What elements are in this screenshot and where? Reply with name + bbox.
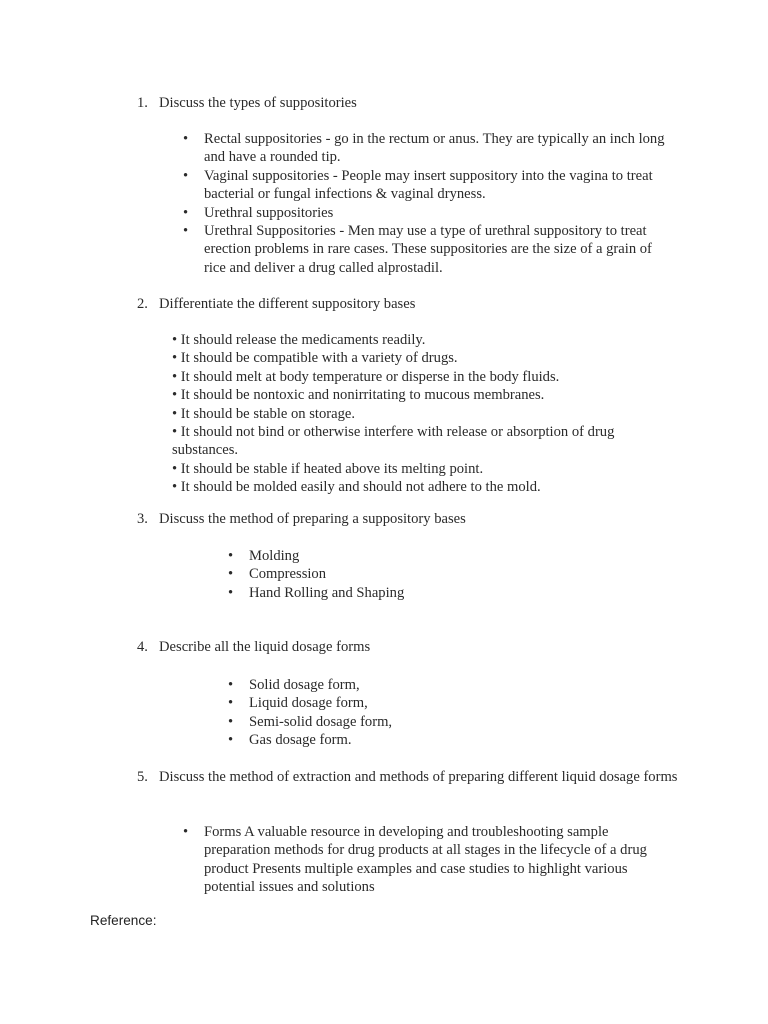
list-item: • Gas dosage form. [228, 732, 352, 749]
list-item: • It should release the medicaments readily. [172, 332, 426, 348]
question-text: Describe all the liquid dosage forms [159, 639, 371, 655]
list-item: • It should not bind or otherwise interfere with release or absorption of drug substances. [172, 424, 615, 459]
bullet-icon: • [228, 695, 234, 712]
list-item: • Solid dosage form, [228, 677, 360, 693]
question-2-list [172, 331, 652, 497]
question-text: Discuss the method of preparing a suppository bases [159, 511, 466, 527]
question-number: 2. [137, 296, 148, 312]
bullet-icon: • [228, 677, 234, 693]
question-1-list [183, 130, 674, 277]
bullet-icon: • [183, 824, 189, 840]
list-item: • Semi-solid dosage form, [228, 713, 393, 730]
list-item: • Hand Rolling and Shaping [228, 584, 405, 601]
reference-label: Reference: [90, 913, 157, 928]
question-text: Discuss the types of suppositories [159, 95, 357, 111]
list-item: • Liquid dosage form, [228, 695, 368, 712]
bullet-icon: • [228, 548, 234, 564]
bullet-icon: • [183, 223, 189, 240]
question-number: 4. [137, 639, 148, 655]
list-item: • It should melt at body temperature or disperse in the body fluids. [172, 368, 560, 385]
question-5-list [183, 823, 674, 897]
list-item: • It should be stable on storage. [172, 405, 356, 422]
list-item: • Rectal suppositories - go in the rectum or anus. They are typically an inch long and have a rounded tip. [183, 131, 665, 166]
list-item: • Vaginal suppositories - People may insert suppository into the vagina to treat bacterial or fungal infections & vaginal dryness. [183, 167, 653, 203]
question-number: 1. [137, 95, 148, 111]
list-item: • It should be molded easily and should not adhere to the mold. [172, 479, 541, 496]
bullet-icon: • [228, 713, 234, 730]
bullet-icon: • [183, 204, 189, 221]
question-3-list [228, 547, 649, 602]
bullet-icon: • [228, 584, 234, 601]
bullet-icon: • [183, 167, 189, 184]
question-number: 3. [137, 511, 148, 527]
list-item: • Urethral suppositories [183, 204, 334, 221]
question-text: Discuss the method of extraction and methods of preparing different liquid dosage forms [159, 769, 678, 785]
list-item: • It should be nontoxic and nonirritating to mucous membranes. [172, 387, 545, 404]
question-number: 5. [137, 769, 148, 785]
list-item: • It should be compatible with a variety of drugs. [172, 350, 458, 367]
list-item: • It should be stable if heated above its melting point. [172, 460, 484, 477]
list-item: • Forms A valuable resource in developing and troubleshooting sample preparation methods for drug products at all stages in the lifecycle of a drug product Presents multiple examples and case studies to highlight various potential issues and solutions [183, 824, 647, 896]
list-item: • Molding [228, 548, 300, 564]
list-item: • Urethral Suppositories - Men may use a type of urethral suppository to treat erection problems in rare cases. These suppositories are the size of a grain of rice and deliver a drug called alprostadil. [183, 223, 652, 276]
question-4-list [228, 676, 649, 750]
list-item: • Compression [228, 566, 327, 583]
bullet-icon: • [228, 732, 234, 749]
bullet-icon: • [228, 566, 234, 583]
bullet-icon: • [183, 131, 189, 147]
question-text: Differentiate the different suppository bases [159, 296, 416, 312]
